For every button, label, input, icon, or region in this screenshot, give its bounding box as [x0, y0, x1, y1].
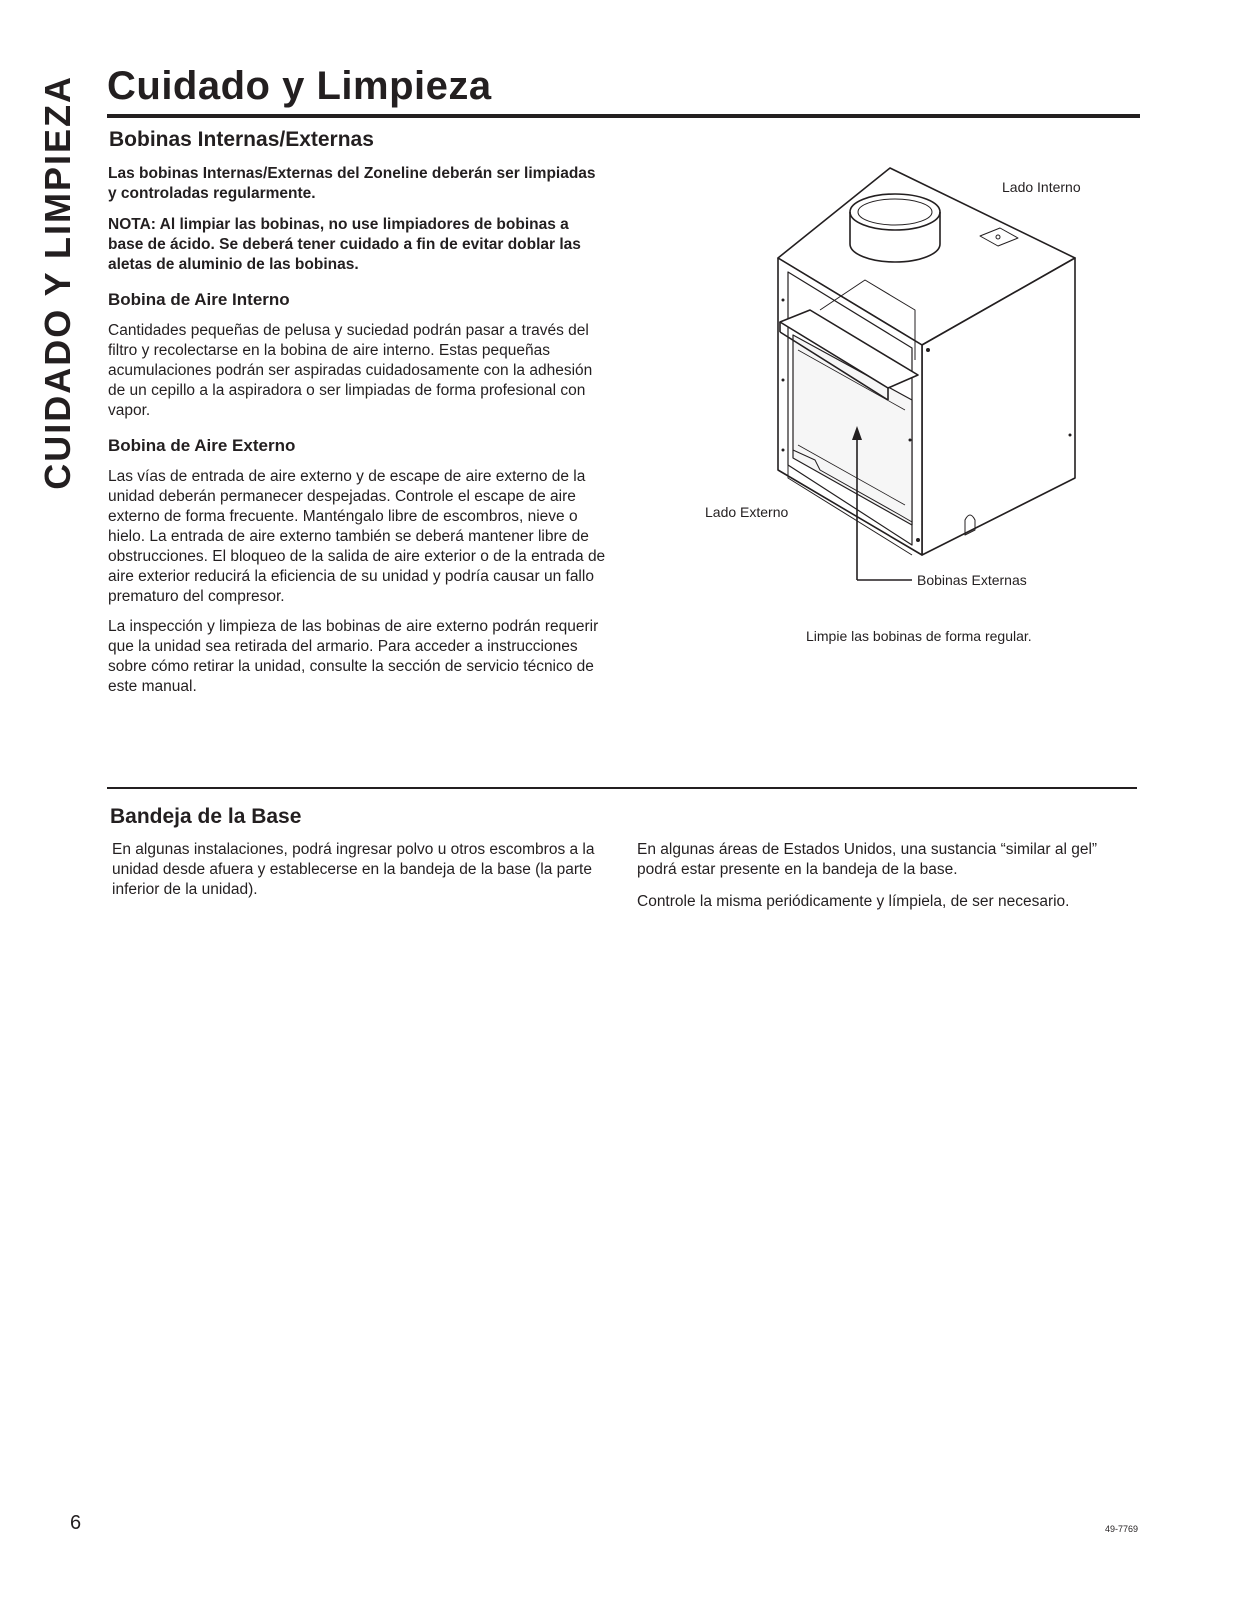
page-title: Cuidado y Limpieza [107, 64, 492, 108]
base-pan-left-column [112, 840, 617, 912]
coils-section [108, 126, 608, 707]
unit-drawing [690, 160, 1120, 600]
label-outside: Lado Externo [705, 504, 789, 520]
base-pan-right-column [637, 840, 1127, 924]
outdoor-coil-text-1: Las vías de entrada de aire externo y de escape de aire externo de la unidad deberán permanecer despejadas. Controle el escape de aire externo de forma frecuente. Manténgalo libre de escombros, nieve o hielo. La entrada de aire externo también se deberá mantener libre de obstrucciones. El bloqueo de la salida de aire exterior o de la entrada de aire exterior reducirá la eficiencia de su unidad y podría causar un fallo prematuro del compresor. [108, 468, 606, 605]
coils-intro: Las bobinas Internas/Externas del Zoneline deberán ser limpiadas y controladas regularmente. [108, 165, 596, 202]
outdoor-coil-heading: Bobina de Aire Externo [108, 436, 296, 455]
unit-illustration [690, 160, 1120, 600]
doc-number: 49-7769 [1105, 1524, 1139, 1534]
base-pan-left-text: En algunas instalaciones, podrá ingresar polvo u otros escombros a la unidad desde afuera y establecerse en la bandeja de la base (la parte inferior de la unidad). [112, 841, 595, 898]
base-pan-right-text-1: En algunas áreas de Estados Unidos, una sustancia “similar al gel” podrá estar presente en la bandeja de la base. [637, 841, 1098, 878]
title-divider [107, 114, 1140, 118]
label-coils: Bobinas Externas [917, 572, 1027, 588]
base-pan-right-text-2: Controle la misma periódicamente y límpiela, de ser necesario. [637, 893, 1070, 910]
coils-note: NOTA: Al limpiar las bobinas, no use limpiadores de bobinas a base de ácido. Se deberá tener cuidado a fin de evitar doblar las aletas de aluminio de las bobinas. [108, 216, 581, 273]
section-divider [107, 787, 1137, 789]
indoor-coil-text: Cantidades pequeñas de pelusa y suciedad podrán pasar a través del filtro y recolectarse en la bobina de aire interno. Estas pequeñas acumulaciones podrán ser aspiradas cuidadosamente con la adhesión de un cepillo a la aspiradora o ser limpiadas de forma profesional con vapor. [108, 322, 593, 419]
coils-heading: Bobinas Internas/Externas [109, 128, 374, 151]
label-inside: Lado Interno [1002, 179, 1081, 195]
base-pan-heading: Bandeja de la Base [110, 805, 302, 828]
outdoor-coil-text-2: La inspección y limpieza de las bobinas de aire externo podrán requerir que la unidad sea retirada del armario. Para acceder a instrucciones sobre cómo retirar la unidad, consulte la sección de servicio técnico de este manual. [108, 618, 599, 695]
indoor-coil-heading: Bobina de Aire Interno [108, 290, 290, 309]
figure-caption: Limpie las bobinas de forma regular. [806, 628, 1032, 644]
side-tab [36, 75, 80, 493]
page-number: 6 [70, 1512, 82, 1534]
side-tab-label: CUIDADO Y LIMPIEZA [37, 75, 78, 490]
